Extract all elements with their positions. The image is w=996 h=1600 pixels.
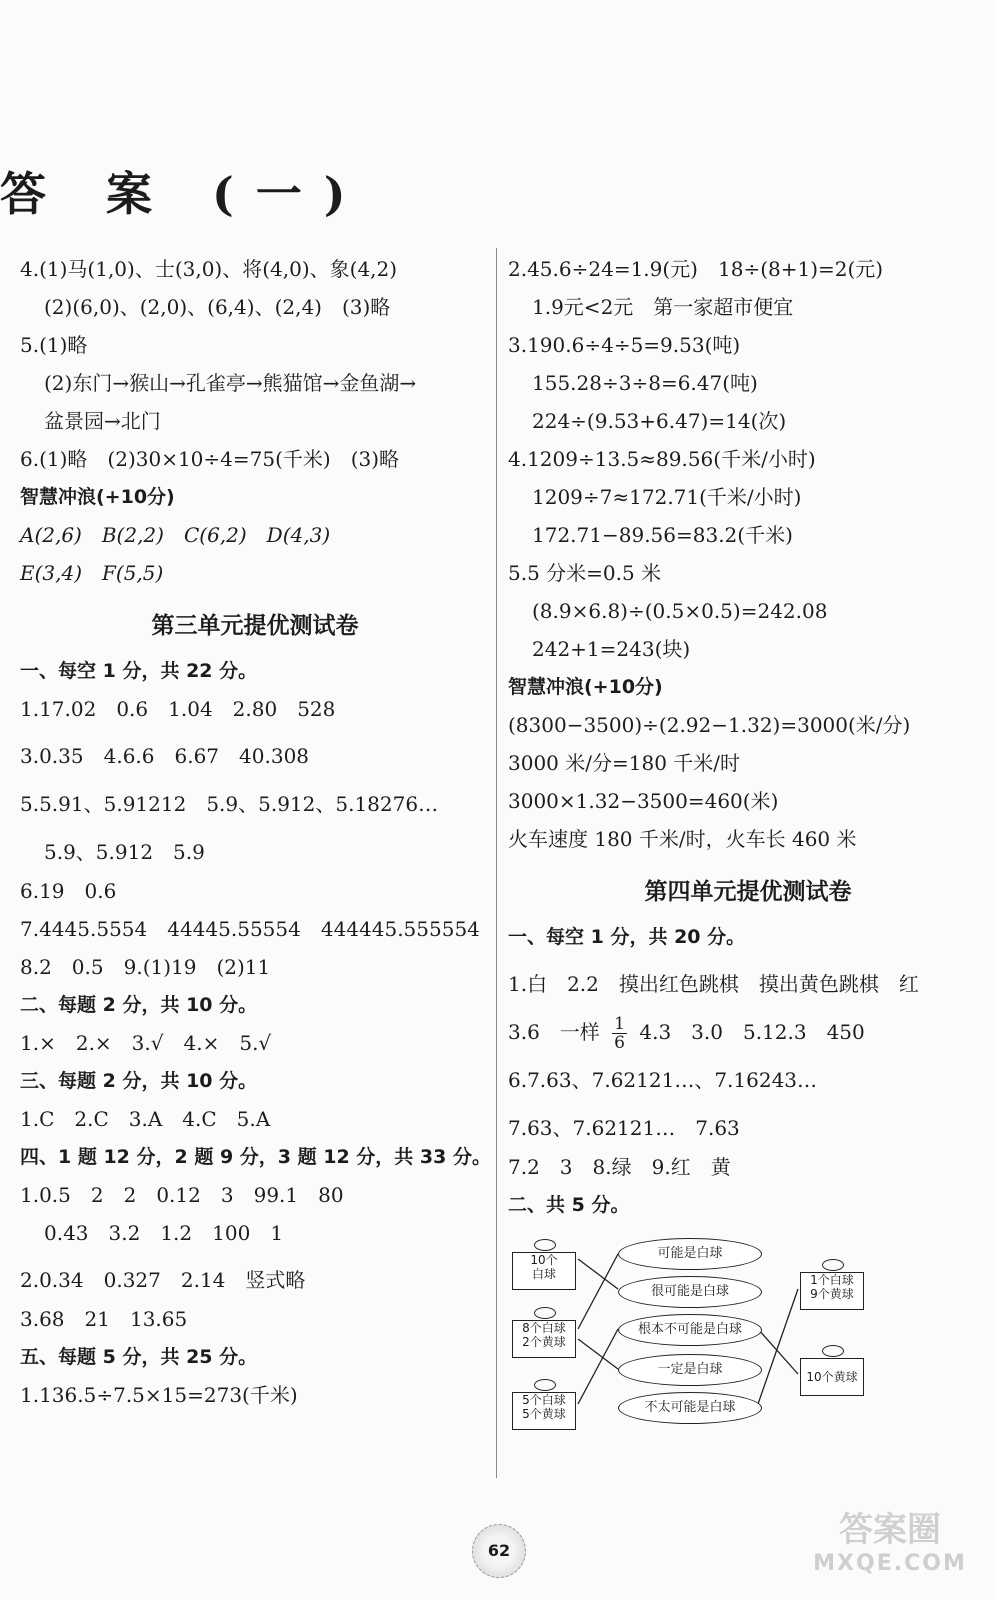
answer-line: 1.17.02 0.6 1.04 2.80 528 bbox=[20, 697, 336, 721]
answer-line: 6.19 0.6 bbox=[20, 879, 117, 903]
fraction-numerator: 1 bbox=[614, 1014, 625, 1034]
left-column bbox=[20, 250, 490, 1414]
box-left-2 bbox=[512, 1320, 576, 1358]
answer-line: 火车速度 180 千米/时，火车长 460 米 bbox=[508, 827, 857, 851]
bonus-heading: 智慧冲浪(+10分) bbox=[508, 676, 663, 698]
answer-line: (2)东门→猴山→孔雀亭→熊猫馆→金鱼湖→ bbox=[44, 371, 417, 395]
answer-line: (8300−3500)÷(2.92−1.32)=3000(米/分) bbox=[508, 713, 911, 737]
box-hole bbox=[822, 1345, 844, 1357]
answer-line: 8.2 0.5 9.(1)19 (2)11 bbox=[20, 955, 271, 979]
watermark-url: MXQE.COM bbox=[813, 1551, 967, 1576]
oval-option: 很可能是白球 bbox=[618, 1276, 762, 1308]
fraction bbox=[612, 1015, 627, 1052]
answer-line: 7.4445.5554 44445.55554 444445.555554 bbox=[20, 917, 480, 941]
answer-line: (8.9×6.8)÷(0.5×0.5)=242.08 bbox=[532, 599, 828, 623]
unit3-title: 第三单元提优测试卷 bbox=[151, 613, 359, 639]
section-heading: 二、共 5 分。 bbox=[508, 1194, 630, 1216]
fraction-denominator: 6 bbox=[614, 1033, 625, 1053]
answer-line: E(3,4) F(5,5) bbox=[20, 561, 164, 585]
box-label: 5个白球 bbox=[522, 1393, 566, 1407]
section-heading: 三、每题 2 分，共 10 分。 bbox=[20, 1070, 258, 1092]
box-label: 5个黄球 bbox=[522, 1407, 566, 1421]
box-hole bbox=[534, 1379, 556, 1391]
section-heading: 四、1 题 12 分，2 题 9 分，3 题 12 分，共 33 分。 bbox=[20, 1146, 491, 1168]
box-label: 8个白球 bbox=[522, 1321, 566, 1335]
watermark-text: 答案圈 bbox=[839, 1510, 941, 1550]
answer-line: 172.71−89.56=83.2(千米) bbox=[532, 523, 793, 547]
section-heading: 五、每题 5 分，共 25 分。 bbox=[20, 1346, 258, 1368]
section-heading: 一、每空 1 分，共 22 分。 bbox=[20, 660, 258, 682]
answer-line: 7.63、7.62121… 7.63 bbox=[508, 1116, 740, 1140]
answer-line: 2.45.6÷24=1.9(元) 18÷(8+1)=2(元) bbox=[508, 257, 884, 281]
box-label: 白球 bbox=[531, 1267, 556, 1281]
unit4-title: 第四单元提优测试卷 bbox=[644, 879, 852, 905]
answer-line: 3000×1.32−3500=460(米) bbox=[508, 789, 779, 813]
fraction-suffix: 4.3 3.0 5.12.3 450 bbox=[639, 1020, 865, 1044]
answer-line: 5.9、5.912 5.9 bbox=[44, 840, 205, 864]
oval-option: 可能是白球 bbox=[618, 1238, 762, 1270]
box-left-1 bbox=[512, 1252, 576, 1290]
box-label: 2个黄球 bbox=[522, 1335, 566, 1349]
answer-line: 1.0.5 2 2 0.12 3 99.1 80 bbox=[20, 1183, 344, 1207]
box-hole bbox=[822, 1259, 844, 1271]
answer-line: 5.(1)略 bbox=[20, 333, 88, 357]
box-label: 10个黄球 bbox=[806, 1370, 858, 1384]
box-right-2 bbox=[800, 1358, 864, 1396]
box-label: 1个白球 bbox=[810, 1273, 854, 1287]
answer-line: 盆景园→北门 bbox=[44, 409, 161, 433]
answer-line: 1.× 2.× 3.√ 4.× 5.√ bbox=[20, 1031, 272, 1055]
page-title: 答 案 (一) bbox=[0, 167, 368, 221]
box-hole bbox=[534, 1239, 556, 1251]
section-heading: 一、每空 1 分，共 20 分。 bbox=[508, 926, 746, 948]
answer-line: 4.(1)马(1,0)、士(3,0)、将(4,0)、象(4,2) bbox=[20, 257, 398, 281]
answer-line: 224÷(9.53+6.47)=14(次) bbox=[532, 409, 787, 433]
oval-option: 一定是白球 bbox=[618, 1354, 762, 1386]
answer-line: 7.2 3 8.绿 9.红 黄 bbox=[508, 1155, 731, 1179]
box-right-1 bbox=[800, 1272, 864, 1310]
answer-line: 6.(1)略 (2)30×10÷4=75(千米) (3)略 bbox=[20, 447, 400, 471]
matching-diagram bbox=[508, 1234, 978, 1454]
answer-line: 3.68 21 13.65 bbox=[20, 1307, 188, 1331]
answer-line: 4.1209÷13.5≈89.56(千米/小时) bbox=[508, 447, 816, 471]
box-left-3 bbox=[512, 1392, 576, 1430]
box-label: 10个 bbox=[530, 1253, 558, 1267]
fraction-prefix: 3.6 一样 bbox=[508, 1020, 600, 1044]
answer-line: 3000 米/分=180 千米/时 bbox=[508, 751, 741, 775]
right-column bbox=[508, 250, 988, 1454]
page-number: 62 bbox=[472, 1524, 526, 1578]
box-hole bbox=[534, 1307, 556, 1319]
answer-line-with-fraction bbox=[508, 1004, 988, 1052]
answer-line: 1209÷7≈172.71(千米/小时) bbox=[532, 485, 802, 509]
answer-line: 6.7.63、7.62121…、7.16243… bbox=[508, 1068, 818, 1092]
answer-line: 3.190.6÷4÷5=9.53(吨) bbox=[508, 333, 741, 357]
answer-line: 1.白 2.2 摸出红色跳棋 摸出黄色跳棋 红 bbox=[508, 972, 919, 996]
answer-line: 3.0.35 4.6.6 6.67 40.308 bbox=[20, 744, 310, 768]
answer-line: 5.5.91、5.91212 5.9、5.912、5.18276… bbox=[20, 792, 439, 816]
answer-line: 0.43 3.2 1.2 100 1 bbox=[44, 1221, 284, 1245]
answer-line: 1.C 2.C 3.A 4.C 5.A bbox=[20, 1107, 271, 1131]
watermark-logo bbox=[800, 1510, 980, 1590]
answer-line: 2.0.34 0.327 2.14 竖式略 bbox=[20, 1268, 306, 1292]
oval-option: 不太可能是白球 bbox=[618, 1392, 762, 1424]
section-heading: 二、每题 2 分，共 10 分。 bbox=[20, 994, 258, 1016]
answer-line: 155.28÷3÷8=6.47(吨) bbox=[532, 371, 758, 395]
answer-line: 242+1=243(块) bbox=[532, 637, 691, 661]
box-label: 9个黄球 bbox=[810, 1287, 854, 1301]
bonus-heading: 智慧冲浪(+10分) bbox=[20, 486, 175, 508]
answer-line: 5.5 分米=0.5 米 bbox=[508, 561, 662, 585]
column-divider bbox=[496, 248, 497, 1478]
oval-option: 根本不可能是白球 bbox=[618, 1314, 762, 1346]
answer-line: 1.9元<2元 第一家超市便宜 bbox=[532, 295, 794, 319]
answer-line: 1.136.5÷7.5×15=273(千米) bbox=[20, 1383, 298, 1407]
answer-line: A(2,6) B(2,2) C(6,2) D(4,3) bbox=[20, 523, 331, 547]
connector-lines bbox=[508, 1234, 978, 1454]
answer-line: (2)(6,0)、(2,0)、(6,4)、(2,4) (3)略 bbox=[44, 295, 391, 319]
